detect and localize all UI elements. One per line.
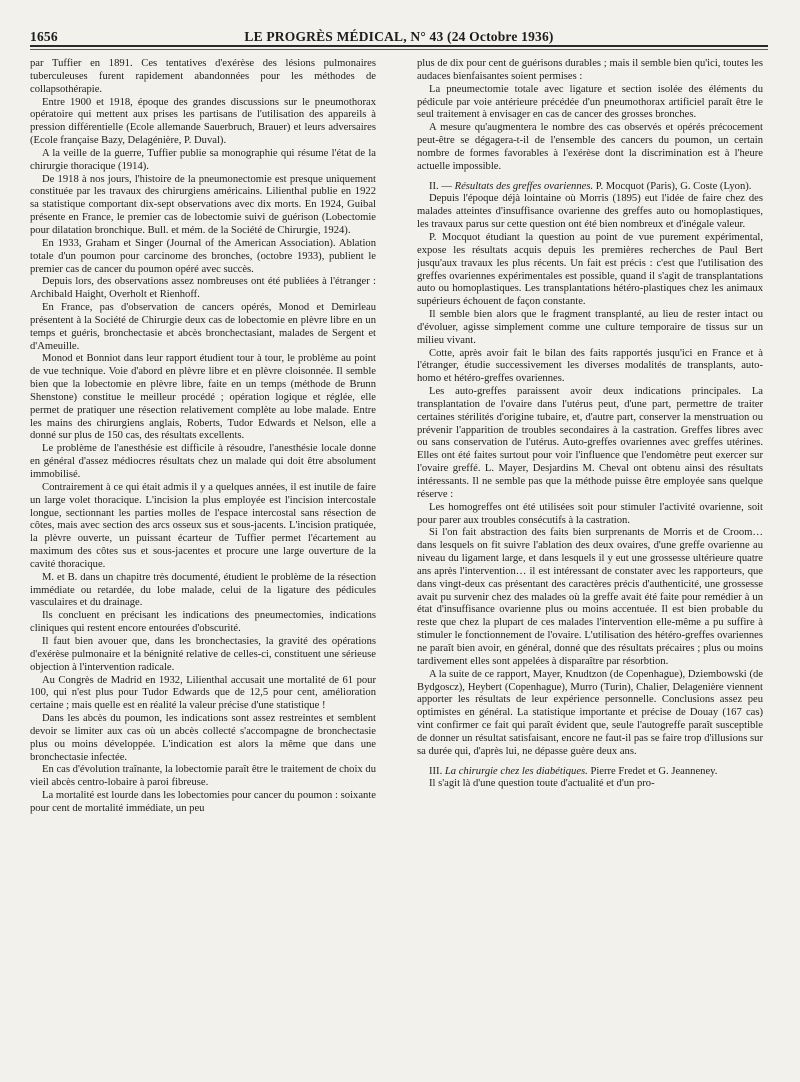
paragraph: Entre 1900 et 1918, époque des grandes discussions sur le pneumothorax opératoire qui mettent aux prises les partisans de l'utilisation des appareils à pression différentielle (Ecole allemande Sauerbruch, Brauer) et leurs adversaires (Ecole française Bazy, Delagénière, P. Duval). bbox=[30, 96, 376, 147]
paragraph: A mesure qu'augmentera le nombre des cas observés et opérés précocement peut-être se dégagera-t-il de l'ensemble des cancers du poumon, un certain nombre de formes favorables à l'exérèse dont la discrimination est à l'heure actuelle impossible. bbox=[417, 122, 763, 172]
issue-date: (24 Octobre 1936) bbox=[447, 29, 554, 44]
paragraph: Les homogreffes ont été utilisées soit pour stimuler l'activité ovarienne, soit pour parer aux troubles consécutifs à la castration. bbox=[417, 501, 763, 526]
paragraph: M. et B. dans un chapitre très documenté, étudient le problème de la résection immédiate ou retardée, du lobe malade, celui de la ligature des pédicules vasculaires et du drainage. bbox=[30, 571, 376, 609]
paragraph: Contrairement à ce qui était admis il y a quelques années, il est inutile de faire un large volet thoracique. L'incision la plus employée est l'incision intercostale longue, sectionnant les parties molles de l'espace intercostal sans résection de côtes, mais avec section des arcs osseux sus et sous-jacents. L'incision pratiquée, la plèvre ouverte, un puissant écarteur de Tuffier permet l'écartement au maximum des côtes sus et sous-jacentes et procure une large ouverture de la cavité thoracique. bbox=[30, 481, 376, 570]
section-title: La chirurgie chez les diabétiques. bbox=[444, 765, 588, 777]
page-number: 1656 bbox=[30, 29, 58, 44]
paragraph: La mortalité est lourde dans les lobectomies pour cancer du poumon : soixante pour cent de mortalité immédiate, un peu bbox=[30, 790, 376, 814]
left-column bbox=[30, 58, 376, 1074]
paragraph: Au Congrès de Madrid en 1932, Lilienthal accusait une mortalité de 61 pour 100, qui n'est plus pour Tudor Edwards que de 12,5 pour cent, amélioration certaine ; mais quelle est en réalité la valeur précise d'une statistique ! bbox=[30, 674, 376, 712]
paragraph: Les auto-greffes paraissent avoir deux indications principales. La transplantation de l'ovaire dans l'utérus peut, d'une part, permettre de traiter certaines stérilités d'origine tubaire, et, d'autre part, conserver la menstruation ou prévenir l'apparition de troubles secondaires à la castration. Greffes libres avec ou sans conservation de l'utérus. Auto-greffes ovariennes avec greffes utérines. Elles ont été faites surtout pour voir l'influence que l'endomètre peut exercer sur l'ovaire greffé. L. Mayer, Desjardins M. Cheval ont obtenu ainsi des résultats intéressants. Il ne semble pas que la méthode puisse être employée sans quelque réserve : bbox=[417, 386, 763, 500]
paragraph: Le problème de l'anesthésie est difficile à résoudre, l'anesthésie locale donne en général d'assez médiocres résultats chez un malade qui doit être absolument immobilisé. bbox=[30, 443, 376, 480]
paragraph: P. Mocquot étudiant la question au point de vue purement expérimental, expose les résultats acquis depuis les premières recherches de Paul Bert jusqu'aux travaux les plus récents. Un fait est précis : c'est que l'utilisation des greffes ovariennes expérimentales est possible, quand il s'agit de transplantations auto ou homoplastiques. Les transplantations hétéro-plastiques chez les animaux supérieurs échouent de façon constante. bbox=[417, 231, 763, 308]
paragraph: A la veille de la guerre, Tuffier publie sa monographie qui résume l'état de la chirurgie thoracique (1914). bbox=[30, 147, 376, 172]
header-rule-thin bbox=[30, 49, 768, 50]
section-number: III. bbox=[429, 765, 443, 777]
paragraph: Depuis l'époque déjà lointaine où Morris (1895) eut l'idée de faire chez des malades atteintes d'insuffisance ovarienne des greffes auto ou homoplastiques, les travaux parus sur cette question ont été bien nombreux et d'inégale valeur. bbox=[417, 193, 763, 231]
paragraph: Il semble bien alors que le fragment transplanté, au lieu de rester intact ou d'évoluer, agisse simplement comme une culture temporaire de tissus sur un milieu vivant. bbox=[417, 309, 763, 346]
section-authors: Pierre Fredet et G. Jeanneney. bbox=[590, 765, 718, 777]
paragraph: Il s'agit là d'une question toute d'actualité et d'un pro- bbox=[429, 778, 655, 790]
paragraph: Dans les abcès du poumon, les indications sont assez restreintes et semblent devoir se limiter aux cas où un abcès collecté s'accompagne de bronchectasie plus ou moins développée. L'indication est alors la même que dans une bronchectasie infectée. bbox=[30, 713, 376, 763]
paragraph: En 1933, Graham et Singer (Journal of the American Association). Ablation totale d'un poumon pour carcinome des bronches, (octobre 1933), publient le premier cas de cancer du poumon opéré avec succès. bbox=[30, 237, 376, 275]
section-heading bbox=[417, 181, 763, 194]
paragraph: Cotte, après avoir fait le bilan des faits rapportés jusqu'ici en France et à l'étranger, étudie successivement les diverses modalités de transplants, auto-homo et hétéro-greffes ovariennes. bbox=[417, 347, 763, 385]
paragraph: Si l'on fait abstraction des faits bien surprenants de Morris et de Croom… dans lesquels on fit suivre l'ablation des deux ovaires, d'une greffe ovarienne au niveau du ligament large, et dans lesquels il y eut une grossesse ultérieure quatre ans après l'intervention… il est intéressant de constater avec les rapporteurs, que dans vingt-deux cas présentant des caractères précis d'authenticité, une grossesse avait pu survenir chez des malades où la greffe avait été faite pour remédier à un état d'insuffisance ovarienne plus ou moins accentuée. Il est bien probable du reste que chez la plupart de ces malades l'intervention elle-même a pu suffire à stimuler le fonctionnement de l'ovaire. L'utilisation des hétéro-greffes ovariennes ne paraît bien avoir, en général, donné que des résultats précaires ; plus ou moins tardivement elles sont appelées à disparaître par résorbtion. bbox=[417, 527, 763, 667]
running-title bbox=[30, 29, 768, 45]
section-heading bbox=[417, 766, 763, 779]
paragraph: De 1918 à nos jours, l'histoire de la pneumonectomie est presque uniquement constituée par les travaux des chirurgiens américains. Lilienthal publie en 1922 sa statistique comportant dix-sept observations avec dix morts. En 1924, Guibal présente en France, le premier cas de lobectomie suivi de guérison (Lobectomie pour dilatation bronchique. Bull. et mém. de la Société de Chirurgie, 1924). bbox=[30, 173, 376, 236]
paragraph: En France, pas d'observation de cancers opérés, Monod et Demirleau présentent à la Société de Chirurgie deux cas de lobectomie en plèvre libre en un temps et guéris, bronchectasie et abcès bronchectasiant, malades de Sergent et d'Ameuille. bbox=[30, 302, 376, 352]
paragraph: plus de dix pour cent de guérisons durables ; mais il semble bien qu'ici, toutes les audaces bienfaisantes soient permises : bbox=[417, 58, 763, 82]
paragraph: La pneumectomie totale avec ligature et section isolée des éléments du pédicule par voie antérieure précédée d'un pneumothorax artificiel paraît être le seul traitement à envisager en cas de cancer des grosses bronches. bbox=[417, 83, 763, 121]
right-column bbox=[417, 58, 763, 1074]
paragraph: par Tuffier en 1891. Ces tentatives d'exérèse des lésions pulmonaires tuberculeuses furent rapidement abandonnées pour les méthodes de collapsothérapie. bbox=[30, 58, 376, 95]
section-authors: P. Mocquot (Paris), G. Coste (Lyon). bbox=[595, 180, 752, 192]
paragraph: A la suite de ce rapport, Mayer, Knudtzon (de Copenhague), Dziembowski (de Bydgoscz), Heybert (Copenhague), Murro (Turin), Chalier, Delagenière viennent apporter les résultats de leur expérience personnelle. Conclusions assez peu optimistes en général. La statistique importante et précise de Douay (167 cas) vint confirmer ce fait qui paraît évident que, seule l'autogreffe paraît susceptible de donner un résultat satisfaisant, encore ne faut-il pas se faire trop d'illusions sur sa durée qui, d'après lui, ne dépasse guère deux ans. bbox=[417, 668, 763, 757]
section-title: Résultats des greffes ovariennes. bbox=[454, 180, 594, 192]
paragraph: Il faut bien avouer que, dans les bronchectasies, la gravité des opérations d'exérèse pulmonaire et la bénignité relative de celles-ci, constituent une sérieuse objection à l'intervention radicale. bbox=[30, 635, 376, 673]
paragraph: Ils concluent en précisant les indications des pneumectomies, indications cliniques qui restent encore entourées d'obscurité. bbox=[30, 610, 376, 635]
header-rule bbox=[30, 45, 768, 47]
issue-number: N° 43 bbox=[410, 29, 444, 44]
journal-name: LE PROGRÈS MÉDICAL, bbox=[244, 29, 407, 44]
paragraph: Monod et Bonniot dans leur rapport étudient tour à tour, le problème au point de vue technique. Voie d'abord en plèvre libre et en plèvre cloisonnée. Il semble bien que la lobectomie en plèvre libre, faite en un temps (méthode de Brunn Shenstone) constitue le meilleur procédé ; opération logique et réglée, elle permet de pratiquer une résection relativement complète au lobe malade. Entre les mains des chirurgiens anglais, Roberts, Tudor Edwards et Nelson, elle a donné sur plus de 150 cas, des résultats excellents. bbox=[30, 353, 376, 442]
section-number: II. — bbox=[429, 180, 452, 192]
paragraph: En cas d'évolution traînante, la lobectomie paraît être le traitement de choix du vieil abcès centro-lobaire à paroi fibreuse. bbox=[30, 764, 376, 789]
paragraph: Depuis lors, des observations assez nombreuses ont été publiées à l'étranger : Archibald Haight, Overholt et Rienhoff. bbox=[30, 276, 376, 301]
